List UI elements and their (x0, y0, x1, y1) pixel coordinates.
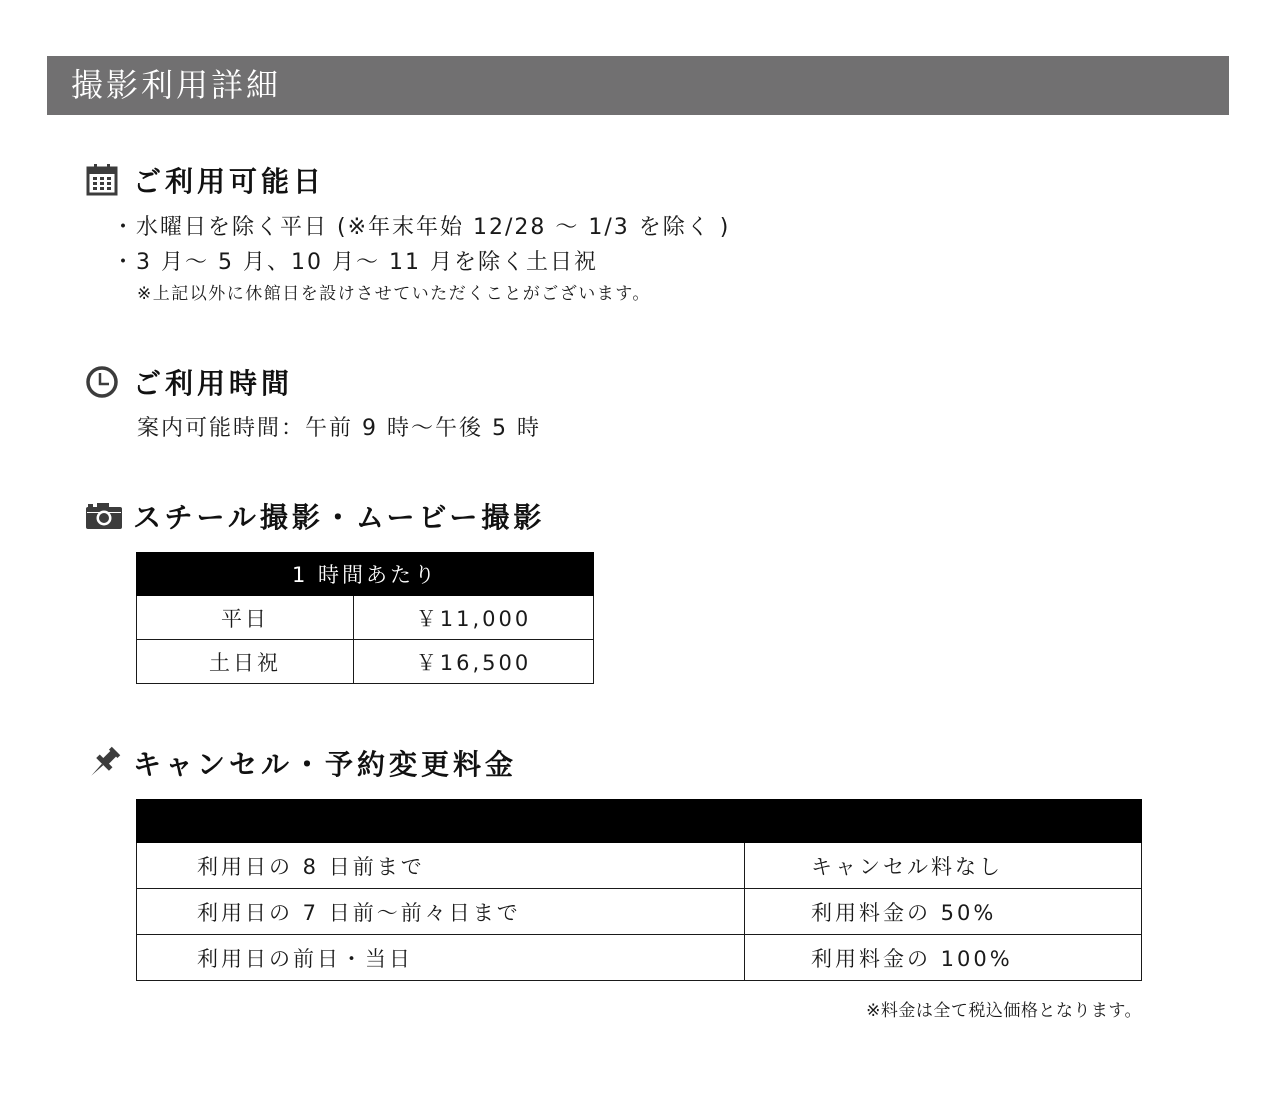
availability-heading (85, 160, 325, 200)
table-row (137, 889, 1142, 935)
cancel-when: 利用日の 8 日前まで (137, 843, 745, 889)
pushpin-icon (85, 744, 123, 782)
cancel-when: 利用日の前日・当日 (137, 935, 745, 981)
page-title: 撮影利用詳細 (71, 66, 282, 104)
availability-line-2: ・3 月～ 5 月、10 月～ 11 月を除く土日祝 (112, 250, 598, 275)
rate-label: 平日 (137, 596, 354, 640)
price-footnote: ※料金は全て税込価格となります。 (866, 1001, 1142, 1021)
cancel-table-header (137, 800, 1142, 843)
rate-price: ￥16,500 (354, 640, 594, 684)
rate-table-header: 1 時間あたり (137, 553, 594, 596)
cancel-when: 利用日の 7 日前～前々日まで (137, 889, 745, 935)
table-row (137, 596, 594, 640)
rate-label: 土日祝 (137, 640, 354, 684)
table-row (137, 640, 594, 684)
cancel-fee: 利用料金の 100% (745, 935, 1142, 981)
hours-text: 案内可能時間：午前 9 時～午後 5 時 (137, 416, 541, 441)
cancel-fee: 利用料金の 50% (745, 889, 1142, 935)
cancel-fee: キャンセル料なし (745, 843, 1142, 889)
photo-title: スチール撮影・ムービー撮影 (133, 501, 546, 534)
table-row (137, 843, 1142, 889)
hours-heading (85, 362, 293, 402)
photo-heading (85, 496, 545, 536)
camera-icon (85, 497, 123, 535)
cancel-heading (85, 743, 517, 783)
rate-table (136, 552, 594, 684)
availability-line-1: ・水曜日を除く平日 (※年末年始 12/28 ～ 1/3 を除く ) (112, 215, 731, 240)
hours-title: ご利用時間 (133, 367, 294, 400)
rate-price: ￥11,000 (354, 596, 594, 640)
table-row (137, 935, 1142, 981)
cancel-title: キャンセル・予約変更料金 (133, 748, 518, 781)
availability-note: ※上記以外に休館日を設けさせていただくことがございます。 (137, 284, 651, 304)
title-bar (47, 56, 1229, 115)
availability-title: ご利用可能日 (133, 165, 326, 198)
cancel-table (136, 799, 1142, 981)
clock-icon (85, 363, 123, 401)
calendar-icon (85, 161, 123, 199)
